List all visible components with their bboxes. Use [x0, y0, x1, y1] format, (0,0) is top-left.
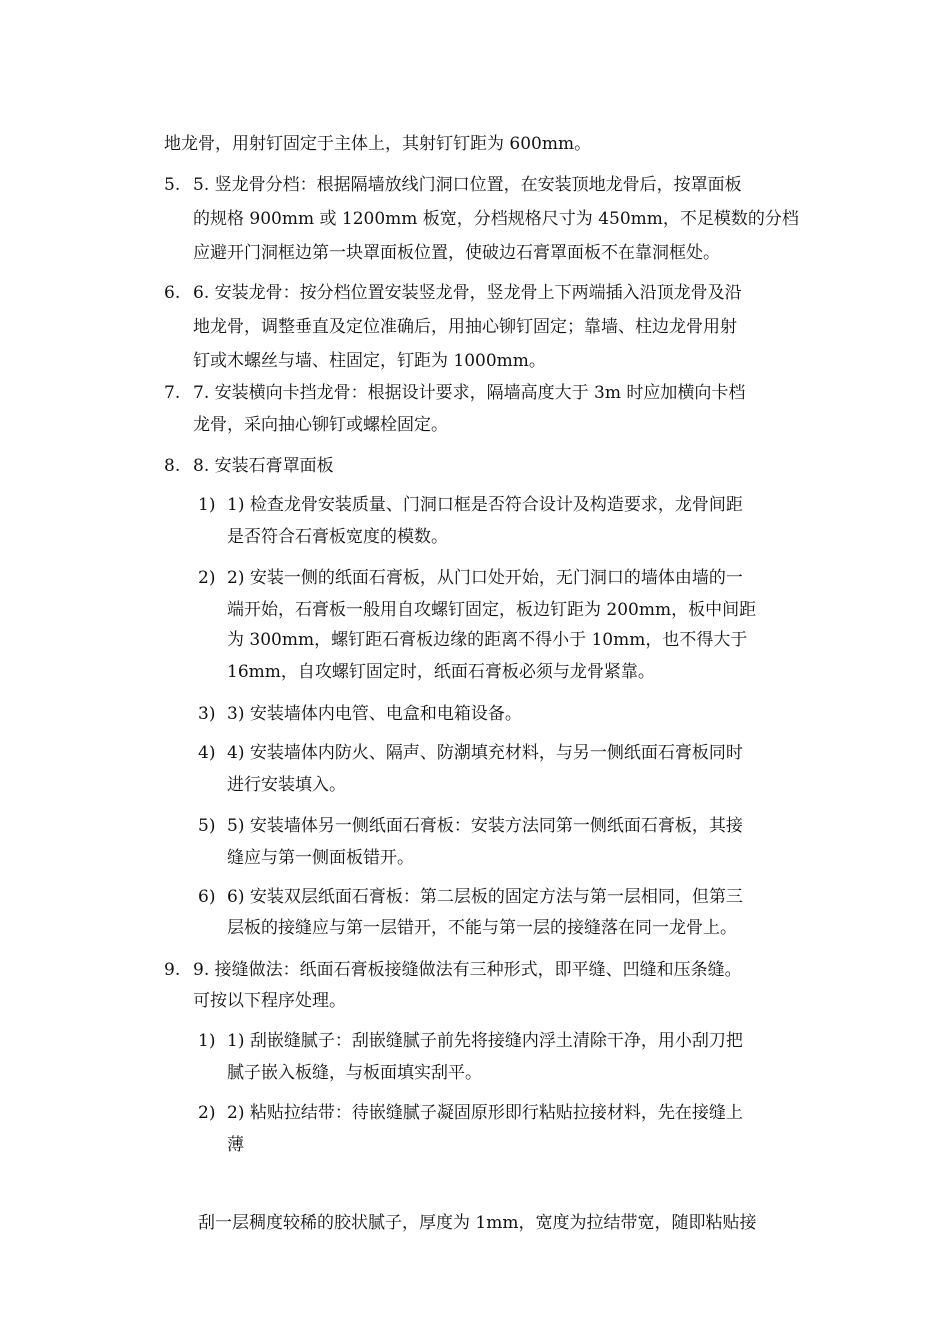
paragraph-line: 薄	[227, 1135, 244, 1155]
paragraph-line: 为 300mm，螺钉距石膏板边缘的距离不得小于 10mm，也不得大于	[227, 630, 748, 650]
paragraph-line: 5) 安装墙体另一侧纸面石膏板：安装方法同第一侧纸面石膏板，其接	[227, 816, 743, 836]
paragraph-line: 4) 安装墙体内防火、隔声、防潮填充材料，与另一侧纸面石膏板同时	[227, 743, 743, 763]
list-number: 6.	[164, 283, 181, 303]
paragraph-line: 16mm，自攻螺钉固定时，纸面石膏板必须与龙骨紧靠。	[227, 662, 655, 682]
paragraph-line: 8. 安装石膏罩面板	[193, 456, 334, 476]
paragraph-line: 6) 安装双层纸面石膏板：第二层板的固定方法与第一层相同，但第三	[227, 887, 743, 907]
list-number: 5.	[164, 175, 181, 195]
paragraph-line: 的规格 900mm 或 1200mm 板宽，分档规格尺寸为 450mm，不足模数的分档	[193, 209, 799, 229]
paragraph-line: 2) 粘贴拉结带：待嵌缝腻子凝固原形即行粘贴拉接材料，先在接缝上	[227, 1103, 743, 1123]
paragraph-line: 3) 安装墙体内电管、电盒和电箱设备。	[227, 704, 522, 724]
paragraph-line: 是否符合石膏板宽度的模数。	[227, 527, 448, 547]
paragraph-line: 龙骨，采向抽心铆钉或螺栓固定。	[193, 415, 448, 435]
paragraph-line: 9. 接缝做法：纸面石膏板接缝做法有三种形式，即平缝、凹缝和压条缝。	[193, 960, 742, 980]
paragraph-line: 地龙骨，用射钉固定于主体上，其射钉钉距为 600mm。	[164, 134, 592, 154]
sub-list-number: 2)	[198, 1103, 216, 1123]
paragraph-line: 层板的接缝应与第一层错开，不能与第一层的接缝落在同一龙骨上。	[227, 918, 737, 938]
sub-list-number: 1)	[198, 1031, 216, 1051]
paragraph-line: 7. 安装横向卡挡龙骨：根据设计要求，隔墙高度大于 3m 时应加横向卡档	[193, 383, 746, 403]
paragraph-line: 1) 刮嵌缝腻子：刮嵌缝腻子前先将接缝内浮土清除干净，用小刮刀把	[227, 1031, 743, 1051]
sub-list-number: 3)	[198, 704, 216, 724]
paragraph-line: 应避开门洞框边第一块罩面板位置，使破边石膏罩面板不在靠洞框处。	[193, 243, 720, 263]
sub-list-number: 6)	[198, 887, 216, 907]
sub-list-number: 4)	[198, 743, 216, 763]
paragraph-line: 腻子嵌入板缝，与板面填实刮平。	[227, 1063, 482, 1083]
paragraph-line: 2) 安装一侧的纸面石膏板，从门口处开始，无门洞口的墙体由墙的一	[227, 568, 743, 588]
sub-list-number: 1)	[198, 495, 216, 515]
sub-list-number: 5)	[198, 816, 216, 836]
list-number: 7.	[164, 383, 181, 403]
paragraph-line: 端开始，石膏板一般用自攻螺钉固定，板边钉距为 200mm，板中间距	[227, 600, 757, 620]
paragraph-line: 地龙骨，调整垂直及定位准确后，用抽心铆钉固定；靠墙、柱边龙骨用射	[193, 317, 737, 337]
paragraph-line: 钉或木螺丝与墙、柱固定，钉距为 1000mm。	[193, 351, 546, 371]
paragraph-line: 进行安装填入。	[227, 775, 346, 795]
paragraph-line: 1) 检查龙骨安装质量、门洞口框是否符合设计及构造要求，龙骨间距	[227, 495, 743, 515]
paragraph-line: 缝应与第一侧面板错开。	[227, 848, 414, 868]
sub-list-number: 2)	[198, 568, 216, 588]
list-number: 9.	[164, 960, 181, 980]
paragraph-line: 6. 安装龙骨：按分档位置安装竖龙骨，竖龙骨上下两端插入沿顶龙骨及沿	[193, 283, 742, 303]
paragraph-line: 刮一层稠度较稀的胶状腻子，厚度为 1mm，宽度为拉结带宽，随即粘贴接	[198, 1213, 757, 1233]
paragraph-line: 5. 竖龙骨分档：根据隔墙放线门洞口位置，在安装顶地龙骨后，按罩面板	[193, 175, 742, 195]
paragraph-line: 可按以下程序处理。	[193, 991, 346, 1011]
list-number: 8.	[164, 456, 181, 476]
